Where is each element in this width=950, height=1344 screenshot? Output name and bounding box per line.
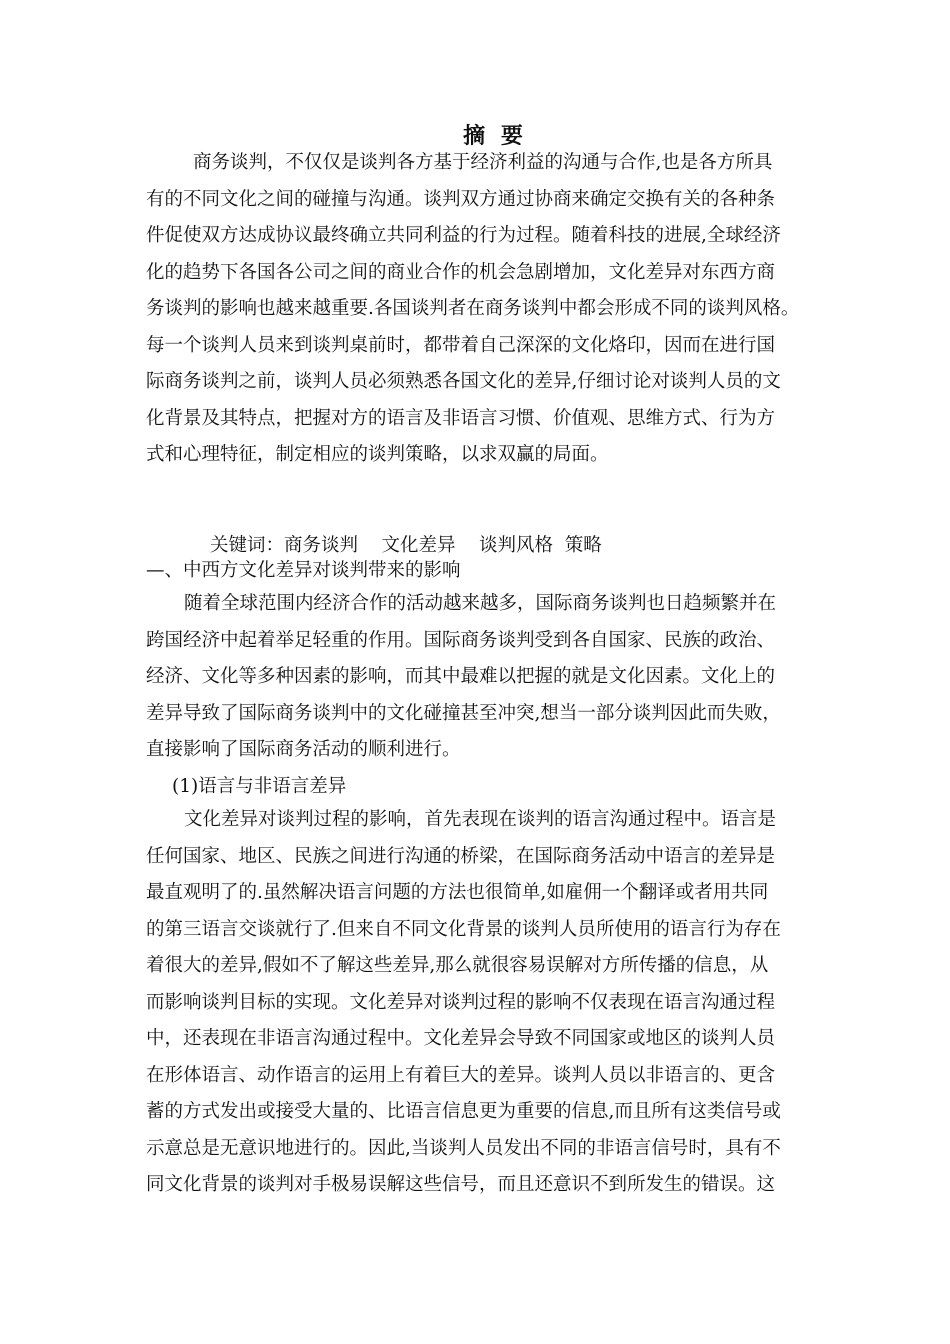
paragraph-line: 而影响谈判目标的实现。文化差异对谈判过程的影响不仅表现在语言沟通过程: [146, 991, 776, 1013]
paragraph-line: 蓄的方式发出或接受大量的、比语言信息更为重要的信息,而且所有这类信号或: [146, 1101, 781, 1122]
subsection-paragraph: [146, 802, 810, 1204]
abstract-paragraph: [146, 145, 810, 474]
paragraph-line: 差异导致了国际商务谈判中的文化碰撞甚至冲突,想当一部分谈判因此而失败，: [146, 702, 781, 724]
paragraph-line: 随着全球范围内经济合作的活动越来越多，国际商务谈判也日趋频繁并在: [184, 593, 777, 614]
abstract-title: 摘 要: [463, 123, 527, 149]
paragraph-line: 中，还表现在非语言沟通过程中。文化差异会导致不同国家或地区的谈判人员: [146, 1028, 776, 1049]
paragraph-line: 着很大的差异,假如不了解这些差异,那么就很容易误解对方所传播的信息，从: [146, 955, 769, 976]
abstract-line: 商务谈判，不仅仅是谈判各方基于经济利益的沟通与合作,也是各方所具: [193, 152, 773, 173]
abstract-line: 式和心理特征，制定相应的谈判策略，以求双赢的局面。: [146, 444, 609, 465]
paragraph-line: 经济、文化等多种因素的影响，而其中最难以把握的就是文化因素。文化上的: [146, 666, 776, 687]
paragraph-line: 文化差异对谈判过程的影响，首先表现在谈判的语言沟通过程中。语言是: [184, 809, 777, 830]
abstract-line: 件促使双方达成协议最终确立共同利益的行为过程。随着科技的进展,全球经济: [146, 225, 781, 246]
abstract-line: 化背景及其特点，把握对方的语言及非语言习惯、价值观、思维方式、行为方: [146, 407, 776, 429]
paragraph-line: 同文化背景的谈判对手极易误解这些信号，而且还意识不到所发生的错误。这: [146, 1174, 776, 1195]
paragraph-line: 直接影响了国际商务活动的顺利进行。: [146, 739, 461, 760]
paragraph-line: 在形体语言、动作语言的运用上有着巨大的差异。谈判人员以非语言的、更含: [146, 1064, 776, 1086]
abstract-line: 务谈判的影响也越来越重要.各国谈判者在商务谈判中都会形成不同的谈判风格。: [146, 298, 800, 319]
subsection-heading: (1)语言与非语言差异: [172, 776, 347, 797]
abstract-line: 化的趋势下各国各公司之间的商业合作的机会急剧增加，文化差异对东西方商: [146, 261, 776, 283]
abstract-line: 每一个谈判人员来到谈判桌前时，都带着自己深深的文化烙印，因而在进行国: [146, 334, 776, 356]
keywords: 关键词：商务谈判 文化差异 谈判风格 策略: [210, 535, 602, 556]
section-paragraph: [146, 586, 810, 769]
section-heading: —、中西方文化差异对谈判带来的影响: [146, 560, 461, 581]
abstract-line: 有的不同文化之间的碰撞与沟通。谈判双方通过协商来确定交换有关的各种条: [146, 188, 776, 210]
paragraph-line: 任何国家、地区、民族之间进行沟通的桥梁，在国际商务活动中语言的差异是: [146, 845, 776, 867]
paragraph-line: 的第三语言交谈就行了.但来自不同文化背景的谈判人员所使用的语言行为存在: [146, 918, 781, 940]
paragraph-line: 最直观明了的.虽然解决语言问题的方法也很简单,如雇佣一个翻译或者用共同: [146, 882, 769, 903]
paragraph-line: 跨国经济中起着举足轻重的作用。国际商务谈判受到各自国家、民族的政治、: [146, 629, 776, 651]
abstract-line: 际商务谈判之前，谈判人员必须熟悉各国文化的差异,仔细讨论对谈判人员的文: [146, 371, 781, 392]
paragraph-line: 示意总是无意识地进行的。因此,当谈判人员发出不同的非语言信号时，具有不: [146, 1137, 781, 1159]
